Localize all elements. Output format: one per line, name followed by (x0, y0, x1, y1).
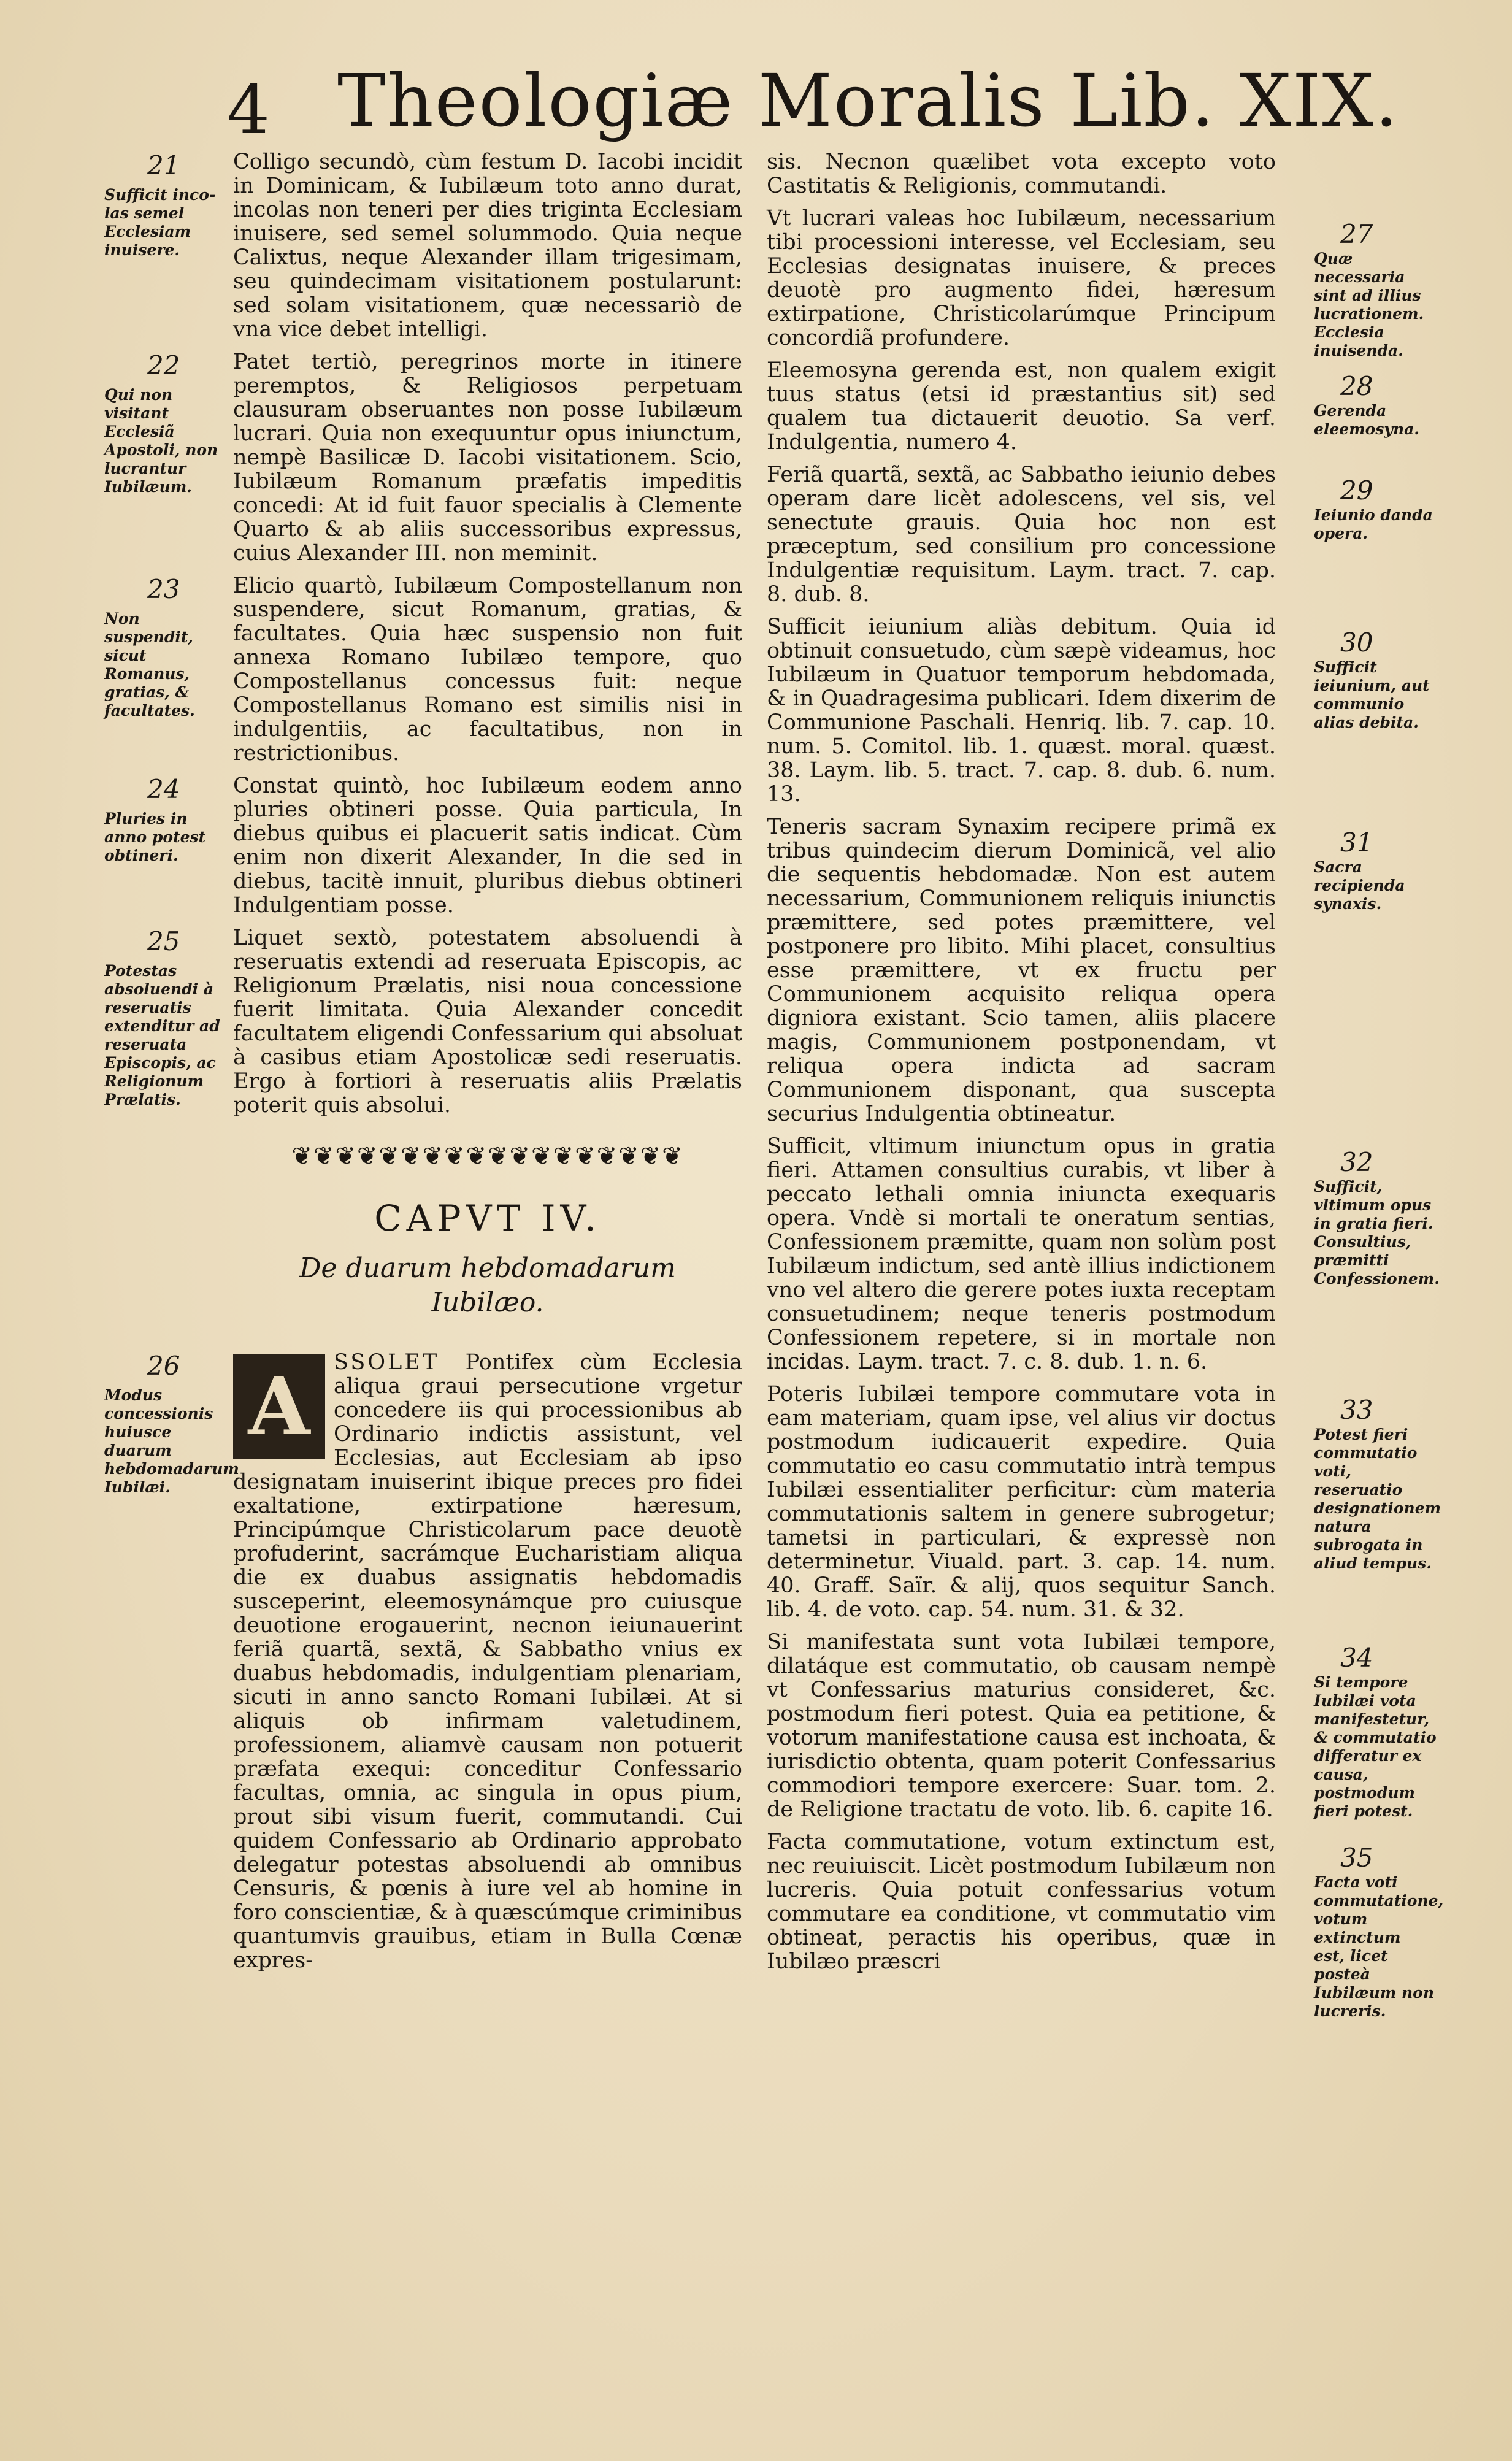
lead-word: SSOLET (334, 1350, 440, 1375)
margin-note: Quæ necessaria sint ad illius lucrationem. Ecclesia inuisenda. (1314, 250, 1424, 359)
paragraph-number: 24 (147, 774, 180, 804)
paragraph-text: Sufficit, vltimum iniunctum opus in gratia fieri. Attamen consultius curabis, vt liber à peccato lethali omnia iniuncta exequaris opera. Vndè si mortali te oneratum sentias, Confessionem præmitte, quam non solùm post Iubilæum indictum, sed antè illius indictionem vno vel altero die gerere potes iuxta receptam consuetudinem; neque teneris postmodum Confessionem repetere, si in mortale non incidas. Laym. tract. 7. c. 8. dub. 1. n. 6. (767, 1134, 1276, 1374)
paragraph-21 (104, 150, 742, 342)
drop-cap-initial: A (233, 1354, 325, 1459)
paragraph-31 (767, 815, 1405, 1126)
paragraph-number: 25 (147, 926, 180, 956)
margin-note: Sacra recipienda synaxis. (1314, 858, 1405, 913)
paragraph-text: Liquet sextò, potestatem absoluendi à reseruatis extendi ad reseruata Episcopis, ac Religionum Prælatis, nisi noua concessione fuerit limitata. Quia Alexander concedit facultatem eligendi Confessarium qui absoluat à casibus etiam Apostolicæ sedi reseruatis. Ergo à fortiori à reseruatis aliis Prælatis poterit quis absolui. (233, 926, 742, 1118)
paragraph-28 (767, 358, 1420, 455)
page-number: 4 (227, 71, 270, 149)
paragraph-24 (104, 774, 742, 918)
paragraph-number: 22 (147, 350, 180, 380)
margin-note: Sufficit, vltimum opus in gratia fieri. Consultius, præmitti Confessionem. (1314, 1178, 1440, 1288)
margin-note: Potestas absoluendi à reseruatis extenditur ad reseruata Episcopis, ac Religionum Prælatis. (104, 962, 220, 1108)
paragraph-text: Sufficit ieiunium aliàs debitum. Quia id obtinuit consuetudo, cùm sæpè videamus, hoc Iubilæum in Quatuor temporum hebdomada, & in Quadragesima publicari. Idem dixerim de Communione Paschali. Henriq. lib. 7. cap. 10. num. 5. Comitol. lib. 1. quæst. moral. quæst. 38. Laym. lib. 5. tract. 7. cap. 8. dub. 6. num. 13. (767, 615, 1276, 807)
paragraph-text: Eleemosyna gerenda est, non qualem exigit tuus status (etsi id præstantius sit) sed qualem tua dictauerit deuotio. Sa verf. Indulgentia, numero 4. (767, 358, 1276, 455)
paragraph-30 (767, 615, 1430, 807)
paragraph-number: 29 (1340, 475, 1373, 505)
paragraph-number: 32 (1340, 1147, 1373, 1177)
paragraph-25 (104, 926, 742, 1118)
paragraph-text: Constat quintò, hoc Iubilæum eodem anno pluries obtineri posse. Quia particula, In diebus quibus ei placuerit satis indicat. Cùm enim non dixerit Alexander, In die sed in diebus, tacitè innuit, pluribus diebus obtineri Indulgentiam posse. (233, 774, 742, 918)
chapter-subtitle-line-2: Iubilæo. (431, 1287, 544, 1318)
margin-note: Non suspendit, sicut Romanus, gratias, & facultates. (104, 610, 195, 720)
paragraph-number: 28 (1340, 371, 1373, 401)
paragraph-26 (104, 1350, 742, 1973)
paragraph-34 (767, 1630, 1437, 1822)
paragraph-number: 21 (147, 150, 180, 180)
paragraph-text (233, 1351, 742, 1973)
paragraph-35 (767, 1830, 1444, 2020)
margin-note: Gerenda eleemosyna. (1314, 402, 1420, 438)
paragraph-number: 34 (1340, 1643, 1373, 1673)
paragraph-body: Pontifex cùm Ecclesia aliqua graui persecutione vrgetur concedere iis qui processionibus ab Ordinario indictis assistunt, vel Ecclesias, aut Ecclesiam ab ipso designatam inuiserint ibique preces pro fidei exaltatione, extirpatione hæresum, Principúmque Christicolarum pace deuotè profuderint, sacrámque Eucharistiam aliqua die ex duabus assignatis hebdomadis susceperint, eleemosynámque pro cuiusque deuotione erogauerint, necnon ieiunauerint feriã quartã, sextã, & Sabbatho vnius ex duabus hebdomadis, indulgentiam plenariam, sicuti in anno sancto Romani Iubilæi. At si aliquis ob infirmam valetudinem, professionem, aliamvè causam non potuerit præfata exequi: conceditur Confessario facultas, omnia, ac singula in opus pium, prout sibi visum fuerit, commutandi. Cui quidem Confessario ab Ordinario approbato delegatur potestas absoluendi ab omnibus Censuris, & pœnis à iure vel ab homine in foro conscientiæ, & à quæscúmque criminibus quantumvis grauibus, etiam in Bulla Cœnæ expres- (233, 1350, 742, 1973)
paragraph-text: Elicio quartò, Iubilæum Compostellanum non suspendere, sicut Romanum, gratias, & facultates. Quia hæc suspensio non fuit annexa Romano Iubilæo tempore, quo Compostellanus concessus fuit: neque Compostellanus Romano est similis nisi in indulgentiis, ac facultatibus, non in restrictionibus. (233, 574, 742, 766)
paragraph-number: 27 (1340, 219, 1373, 249)
chapter-subtitle-line-1: De duarum hebdomadarum (299, 1253, 676, 1284)
paragraph-text: Facta commutatione, votum extinctum est, nec reuiuiscit. Licèt postmodum Iubilæum non lucreris. Quia potuit confessarius votum commutare ea conditione, vt commutatio vim obtineat, peractis his operibus, quæ in Iubilæo præscri (767, 1830, 1276, 1974)
chapter-title: CAPVT IV. (374, 1197, 601, 1239)
margin-note: Sufficit inco-las semel Ecclesiam inuisere. (104, 186, 216, 259)
continuation-text: sis. Necnon quælibet vota excepto voto Castitatis & Religionis, commutandi. (767, 150, 1276, 198)
paragraph-number: 26 (147, 1351, 180, 1381)
paragraph-number: 33 (1340, 1395, 1373, 1425)
margin-note: Pluries in anno potest obtineri. (104, 810, 206, 864)
chapter-subtitle (233, 1251, 742, 1320)
paragraph-text: Patet tertiò, peregrinos morte in itinere peremptos, & Religiosos perpetuam clausuram obseruantes non posse Iubilæum lucrari. Quia non exequuntur opus iniunctum, nempè Basilicæ D. Iacobi visitationem. Scio, Iubilæum Romanum præfatis impeditis concedi: At id fuit fauor specialis à Clemente Quarto & ab aliis successoribus expressus, cuius Alexander III. non meminit. (233, 350, 742, 566)
paragraph-text: Si manifestata sunt vota Iubilæi tempore, dilatáque est commutatio, ob causam nempè vt Confessarius maturius consideret, &c. postmodum fieri potest. Quia ea petitione, & votorum manifestatione causa est inchoata, & iurisdictio obtenta, quam poterit Confessarius commodiori tempore exercere: Suar. tom. 2. de Religione tractatu de voto. lib. 6. capite 16. (767, 1630, 1276, 1822)
running-title: Theologiæ Moralis Lib. XIX. (337, 58, 1400, 143)
margin-note: Si tempore Iubilæi vota manifestetur, & commutatio differatur ex causa, postmodum fieri potest. (1314, 1673, 1437, 1820)
paragraph-text: Feriã quartã, sextã, ac Sabbatho ieiunio debes operam dare licèt adolescens, vel sis, vel senectute grauis. Quia hoc non est præceptum, sed consilium pro concessione Indulgentiæ requisitum. Laym. tract. 7. cap. 8. dub. 8. (767, 463, 1276, 607)
paragraph-23 (104, 574, 742, 766)
paragraph-number: 30 (1340, 628, 1373, 658)
paragraph-number: 35 (1340, 1843, 1373, 1873)
paragraph-number: 23 (147, 574, 180, 604)
paragraph-22 (104, 350, 742, 566)
paragraph-text: Vt lucrari valeas hoc Iubilæum, necessarium tibi processioni interesse, vel Ecclesiam, seu Ecclesias designatas inuisere, & preces deuotè pro augmento fidei, hæresum extirpatione, Christicolarúmque Principum concordiã profundere. (767, 206, 1276, 350)
margin-note: Potest fieri commutatio voti, reseruatio designationem natura subrogata in aliud tempus. (1314, 1426, 1441, 1572)
paragraph-32 (767, 1134, 1440, 1374)
right-column (767, 150, 1444, 2020)
ornament-divider: ❦❦❦❦❦❦❦❦❦❦❦❦❦❦❦❦❦❦ (291, 1142, 684, 1170)
paragraph-text: Poteris Iubilæi tempore commutare vota in eam materiam, quam ipse, vel alius vir doctus postmodum iudicauerit expedire. Quia commutatio eo casu commutatio intrà tempus Iubilæi essentialiter perficitur: cùm materia commutationis saltem in genere subrogetur; tametsi in particulari, & expressè non determinetur. Viuald. part. 3. cap. 14. num. 40. Graff. Saïr. & alij, quos sequitur Sanch. lib. 4. de voto. cap. 54. num. 31. & 32. (767, 1382, 1276, 1622)
margin-note: Facta voti commutatione, votum extinctum est, licet posteà Iubilæum non lucreris. (1314, 1873, 1444, 2020)
margin-note: Modus concessionis huiusce duarum hebdomadarum Iubilæi. (104, 1386, 239, 1496)
left-column (104, 150, 742, 1981)
page-header (227, 58, 1400, 150)
margin-note: Qui non visitant Ecclesiã Apostoli, non lucrantur Iubilæum. (104, 386, 218, 496)
paragraph-27 (767, 206, 1424, 359)
margin-note: Sufficit ieiunium, aut communio alias debita. (1314, 658, 1430, 731)
paragraph-29 (767, 463, 1433, 607)
paragraph-text: Colligo secundò, cùm festum D. Iacobi incidit in Dominicam, & Iubilæum toto anno durat, incolas non teneri per dies triginta Ecclesiam inuisere, sed semel solummodo. Quia neque Calixtus, neque Alexander illam trigesimam, seu quindecimam visitationem postularunt: sed solam visitationem, quæ necessariò de vna vice debet intelligi. (233, 150, 742, 342)
paragraph-number: 31 (1340, 827, 1373, 858)
margin-note: Ieiunio danda opera. (1314, 506, 1433, 542)
paragraph-33 (767, 1382, 1441, 1622)
paragraph-text: Teneris sacram Synaxim recipere primã ex tribus quindecim dierum Dominicã, vel alio die sequentis hebdomadæ. Non est autem necessarium, Communionem reliquis iniunctis præmittere, sed potes præmittere, vel postponere pro libito. Mihi placet, consultius esse præmittere, vt ex fructu per Communionem acquisito reliqua opera digniora existant. Scio tamen, aliis placere magis, Communionem postponendam, vt reliqua opera indicta ad sacram Communionem disponant, qua suscepta securius Indulgentia obtineatur. (767, 815, 1276, 1126)
